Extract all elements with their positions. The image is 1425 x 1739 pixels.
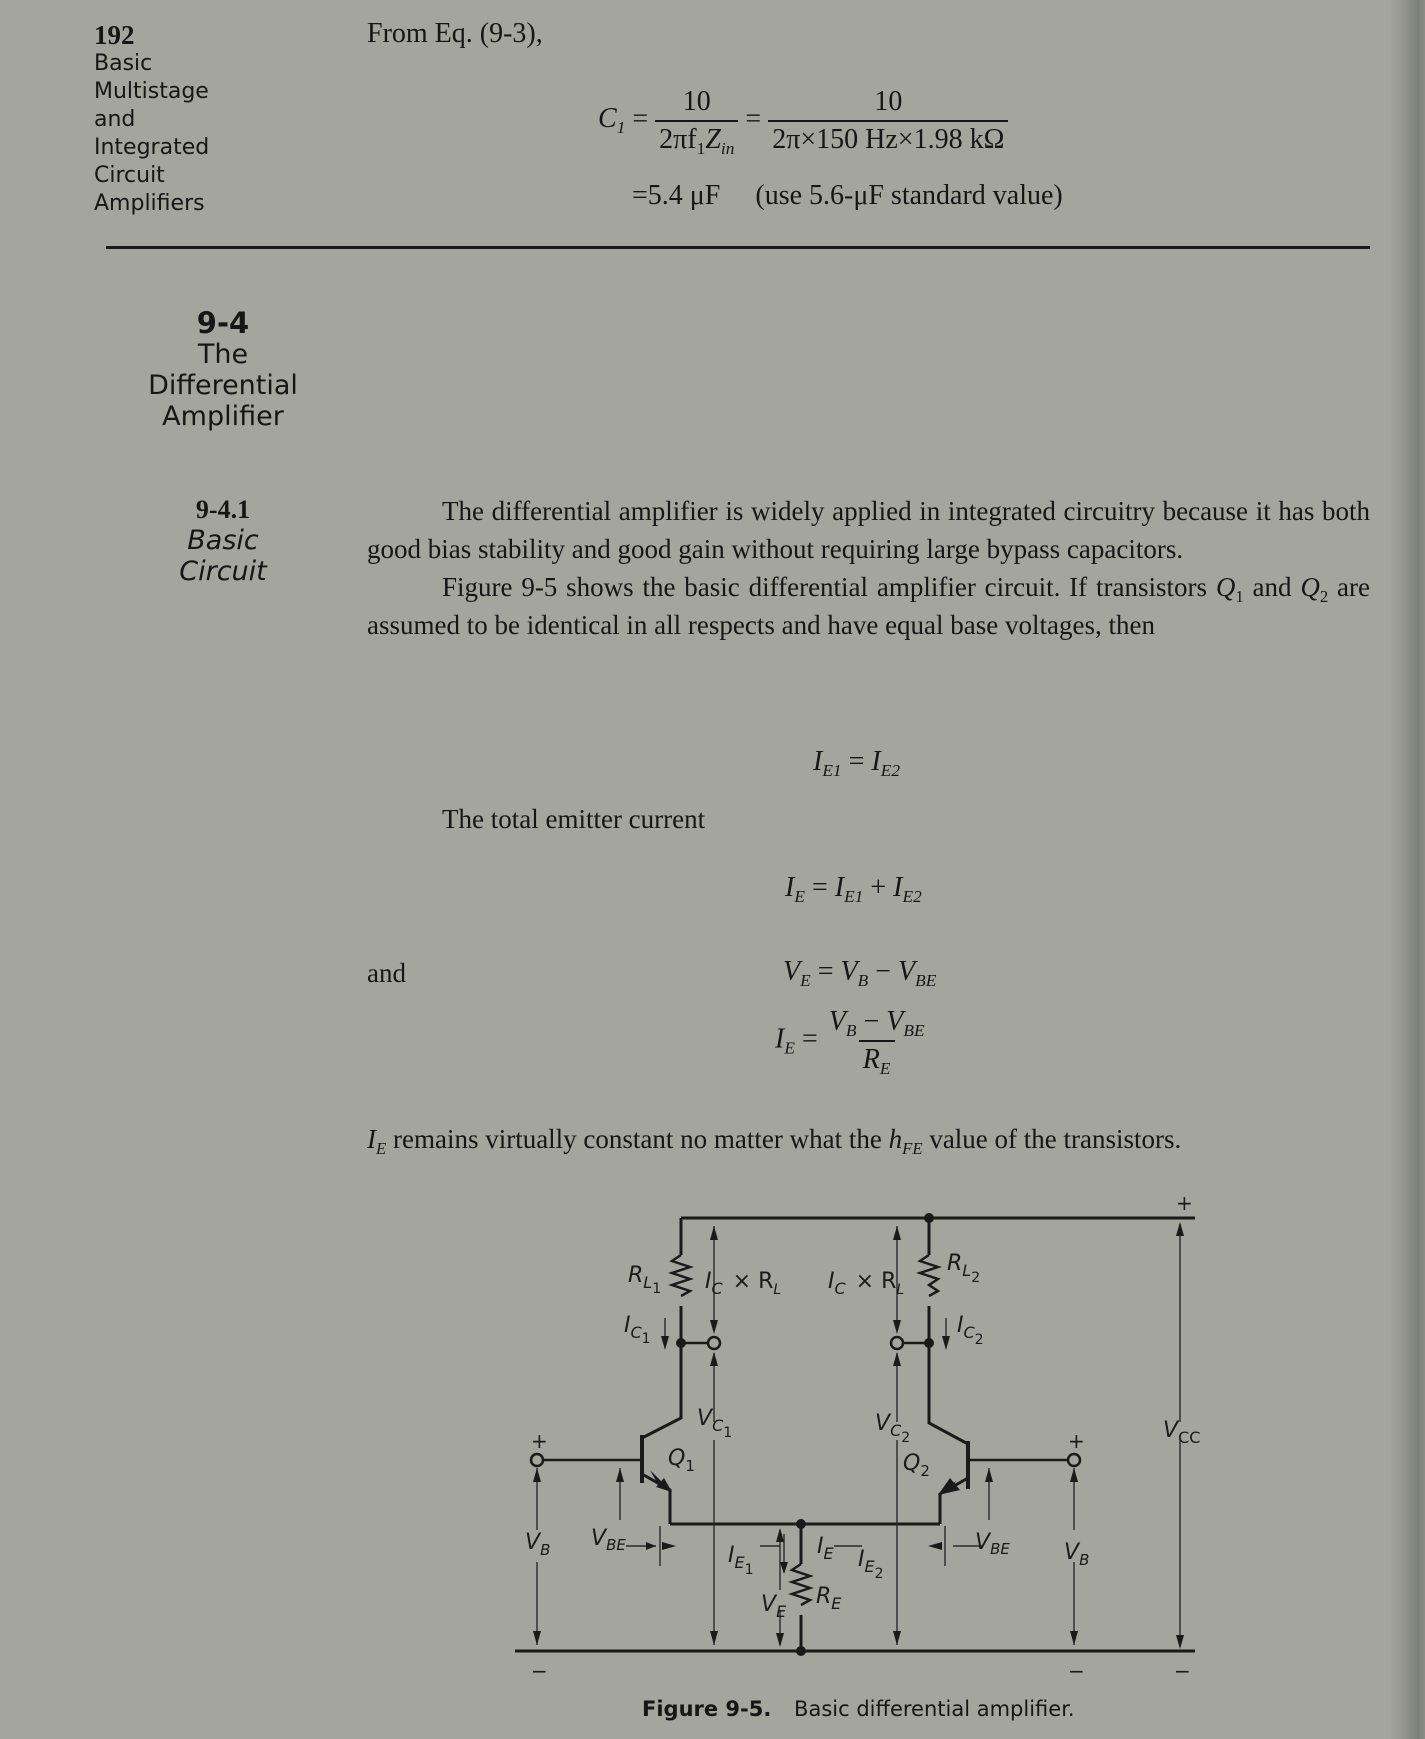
label-vbe-right: $V_{BE}$ [975, 1530, 1010, 1558]
label-vcc: $V_{CC}$ [1163, 1418, 1201, 1447]
and-label: and [367, 958, 406, 988]
chapter-title-line: Multistage [94, 79, 209, 104]
equation-ie-fraction: $I_E$ = $\frac{V_B - V_{BE}}{R_E}$ [775, 1006, 925, 1079]
label-rl2: $R_{L2}$ [947, 1251, 981, 1286]
fraction-2: $\frac{10}{2\pi\times 150 Hz\times 1.98 k\Omega}$ [768, 86, 1008, 156]
paragraph: $I_E$ remains virtually constant no matter what the $h_{FE}$ value of the transistors. [367, 1124, 1182, 1158]
label-ic1: $I_{C1}$ [624, 1313, 651, 1347]
chapter-title-line: Circuit [94, 163, 165, 188]
label-ie2: $I_{E2}$ [858, 1547, 884, 1582]
label-ve: $V_E$ [761, 1592, 787, 1621]
output-terminal-2 [891, 1337, 903, 1349]
result-note: (use 5.6-μF standard value) [755, 180, 1063, 211]
label-ie1: $I_{E1}$ [728, 1543, 754, 1578]
label-re: $R_E$ [816, 1584, 842, 1613]
paragraph: The total emitter current [442, 804, 706, 834]
input-terminal-1 [531, 1454, 543, 1466]
paragraph: Figure 9-5 shows the basic differential amplifier circuit. If transistors $Q_1$ and $Q_2$ are assumed to be identical in all respects and have equal base voltages, then [367, 572, 1371, 640]
input1-minus-sign: − [531, 1659, 548, 1683]
label-ic2: $I_{C2}$ [957, 1313, 984, 1348]
label-ie: $I_E$ [817, 1534, 834, 1563]
label-vbe-left: $V_{BE}$ [591, 1526, 626, 1554]
equation-ie1-eq-ie2: $I_{E1} = I_{E2}$ [813, 746, 901, 781]
intro-text: From Eq. (9-3), [367, 18, 543, 49]
eq-lhs: $C_1$ [598, 103, 626, 138]
chapter-title-line: and [94, 107, 136, 132]
equation-ve: $V_E = V_B - V_{BE}$ [783, 956, 937, 991]
input1-plus-sign: + [531, 1429, 548, 1453]
figure-caption-text: Basic differential amplifier. [794, 1697, 1075, 1721]
chapter-title-line: Basic [94, 51, 153, 76]
chapter-title-line: Integrated [94, 135, 210, 160]
figure-caption [642, 1697, 1075, 1721]
resistor-re [792, 1564, 810, 1605]
input2-plus-sign: + [1068, 1429, 1085, 1453]
section-title-line: Amplifier [162, 401, 284, 432]
label-ic-x-rl-right: $I_C \times R_L$ [828, 1269, 905, 1298]
label-rl1: $R_{L1}$ [628, 1263, 662, 1297]
subsection-title-line: Basic [187, 525, 259, 556]
resistor-rl2 [920, 1255, 938, 1296]
chapter-title-line: Amplifiers [94, 191, 205, 216]
resistor-rl1 [672, 1255, 690, 1296]
input-terminal-2 [1068, 1454, 1080, 1466]
subsection-number: 9-4.1 [195, 495, 251, 524]
result-value: =5.4 μF [632, 180, 721, 211]
vcc-minus-sign: − [1174, 1659, 1191, 1683]
figure-caption-label: Figure 9-5. [642, 1697, 772, 1721]
paragraph: The differential amplifier is widely applied in integrated circuitry because it has both good bias stability and good gain without requiring large bypass capacitors. [367, 496, 1370, 564]
label-q1: $Q_1$ [668, 1446, 695, 1475]
label-vb-left: $V_B$ [525, 1530, 551, 1559]
fraction-1: $\frac{10}{2\pi f_1Z_{in}}$ [655, 86, 738, 156]
output-terminal-1 [708, 1337, 720, 1349]
label-vc2: $V_{C2}$ [875, 1411, 911, 1446]
label-q2: $Q_2$ [903, 1451, 930, 1480]
section-title-line: The [197, 339, 249, 370]
section-title-line: Differential [148, 370, 298, 401]
label-ic-x-rl-left: $I_C \times R_L$ [705, 1269, 782, 1298]
section-number: 9-4 [196, 306, 250, 340]
page-number: 192 [94, 20, 135, 50]
input2-minus-sign: − [1068, 1659, 1085, 1683]
label-vc1: $V_{C1}$ [697, 1406, 733, 1441]
equation-ie-sum: $I_E = I_{E1} + I_{E2}$ [785, 872, 922, 907]
label-vb-right: $V_B$ [1064, 1540, 1090, 1569]
vcc-plus-sign: + [1176, 1191, 1193, 1215]
capacitor-equation: $C_1$ = $\frac{10}{2\pi f_1Z_{in}}$ = $\frac{10}{2\pi\times 150 Hz\times 1.98 k\Omega}$ [598, 86, 1008, 156]
subsection-title-line: Circuit [179, 556, 267, 587]
